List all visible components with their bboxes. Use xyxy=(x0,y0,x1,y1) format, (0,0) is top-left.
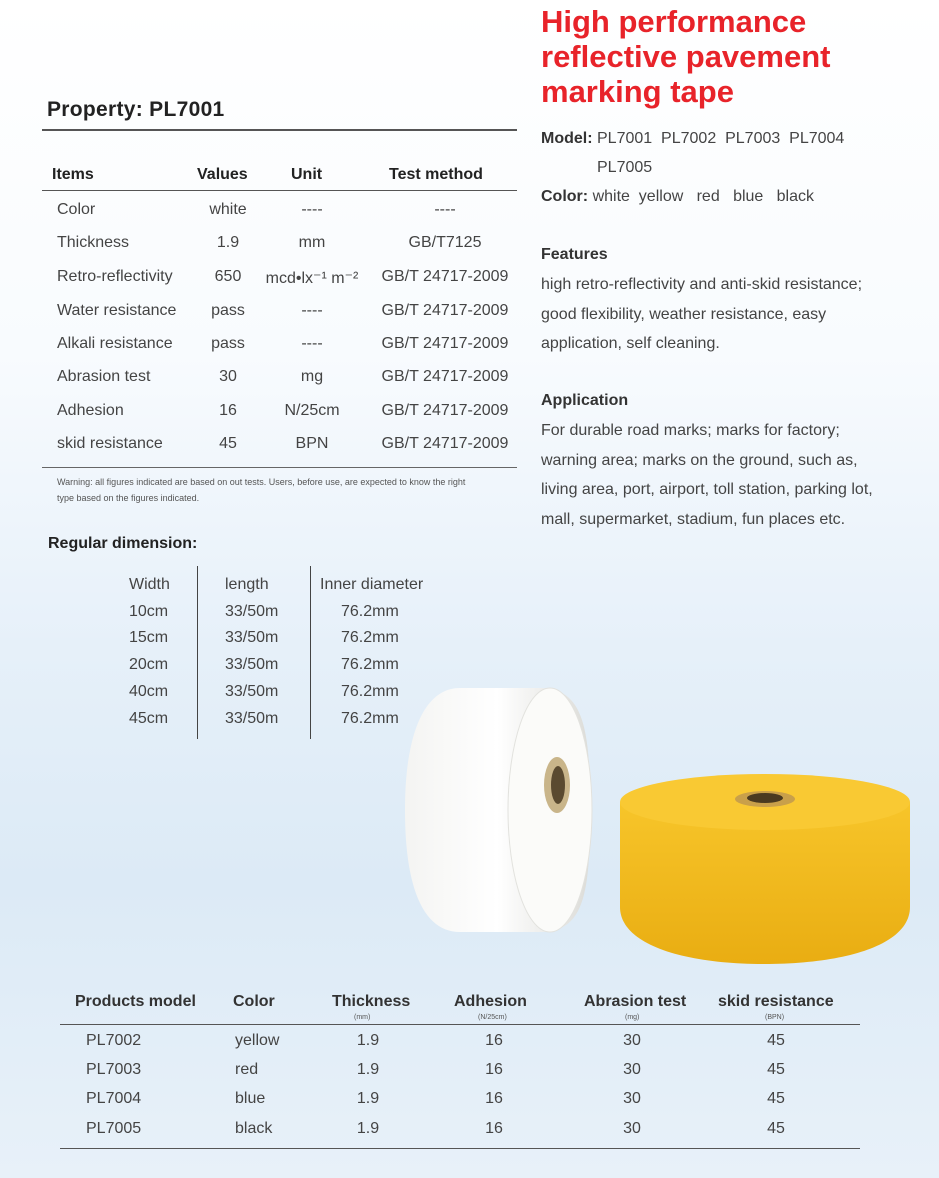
table-row xyxy=(0,302,520,336)
unit-cell: ---- xyxy=(301,201,323,218)
thickness-cell: 1.9 xyxy=(356,1032,380,1049)
diameter-cell: 76.2mm xyxy=(341,656,399,674)
model-list-continued: PL7005 xyxy=(597,159,653,176)
test-cell: GB/T 24717-2009 xyxy=(381,302,509,319)
unit-cell: N/25cm xyxy=(284,402,340,419)
color-cell: yellow xyxy=(235,1032,280,1049)
table-row xyxy=(0,1061,939,1090)
table-row xyxy=(0,268,520,302)
skid-cell: 45 xyxy=(767,1032,785,1049)
item-cell: Alkali resistance xyxy=(57,335,173,352)
divider xyxy=(42,190,517,191)
header-products-model: Products model xyxy=(75,993,196,1010)
divider xyxy=(60,1024,860,1025)
application-line: living area, port, airport, toll station, parking lot, xyxy=(541,481,873,498)
header-thickness: Thickness xyxy=(332,993,411,1010)
thickness-cell: 1.9 xyxy=(356,1061,380,1078)
width-cell: 15cm xyxy=(129,629,169,647)
model-cell: PL7003 xyxy=(86,1061,142,1078)
application-text xyxy=(541,416,931,534)
item-cell: Water resistance xyxy=(57,302,177,319)
length-cell: 33/50m xyxy=(225,709,279,727)
diameter-cell: 76.2mm xyxy=(341,709,399,727)
subheader-adhesion: (N/25cm) xyxy=(478,1014,507,1021)
item-cell: Color xyxy=(57,201,96,218)
model-cell: PL7004 xyxy=(86,1090,142,1107)
adhesion-cell: 16 xyxy=(485,1120,503,1137)
width-cell: 20cm xyxy=(129,656,169,674)
header-skid: skid resistance xyxy=(718,993,834,1010)
application-line: For durable road marks; marks for factory; xyxy=(541,422,840,439)
table-row xyxy=(0,1090,939,1119)
adhesion-cell: 16 xyxy=(485,1032,503,1049)
features-title: Features xyxy=(541,246,608,263)
model-label: Model: xyxy=(541,130,593,147)
test-cell: GB/T 24717-2009 xyxy=(381,268,509,285)
width-cell: Width xyxy=(129,576,170,593)
length-cell: 33/50m xyxy=(225,682,279,700)
header-color: Color xyxy=(233,993,275,1010)
header-values: Values xyxy=(197,166,248,183)
table-row xyxy=(0,368,520,402)
header-test-method: Test method xyxy=(389,166,483,183)
unit-cell: ---- xyxy=(301,302,323,319)
value-cell: pass xyxy=(211,302,245,319)
table-row xyxy=(0,335,520,369)
title-line-3: marking tape xyxy=(541,74,734,109)
length-cell: 33/50m xyxy=(225,602,279,620)
title-line-1: High performance xyxy=(541,4,807,39)
title-line-2: reflective pavement xyxy=(541,39,831,74)
header-abrasion: Abrasion test xyxy=(584,993,687,1010)
yellow-tape-roll-image xyxy=(612,772,917,968)
unit-cell: mm xyxy=(298,234,326,251)
value-cell: pass xyxy=(211,335,245,352)
dimension-title: Regular dimension: xyxy=(48,535,198,552)
divider xyxy=(60,1148,860,1149)
unit-cell: ---- xyxy=(301,335,323,352)
value-cell: 16 xyxy=(219,402,237,419)
unit-cell: mg xyxy=(300,368,324,385)
divider xyxy=(42,129,517,131)
thickness-cell: 1.9 xyxy=(356,1090,380,1107)
model-line xyxy=(541,130,844,148)
features-line: application, self cleaning. xyxy=(541,335,720,352)
table-row xyxy=(0,201,520,235)
header-items: Items xyxy=(52,166,94,183)
item-cell: Retro-reflectivity xyxy=(57,268,173,285)
width-cell: 10cm xyxy=(129,602,169,620)
divider xyxy=(310,566,311,739)
value-cell: 1.9 xyxy=(216,234,240,251)
model-cell: PL7005 xyxy=(86,1120,142,1137)
diameter-cell: 76.2mm xyxy=(341,682,399,700)
test-cell: GB/T 24717-2009 xyxy=(381,335,509,352)
white-tape-roll-image xyxy=(400,682,595,937)
length-cell: 33/50m xyxy=(225,629,279,647)
color-cell: black xyxy=(235,1120,273,1137)
color-list: white yellow red blue black xyxy=(592,188,814,205)
color-cell: blue xyxy=(235,1090,266,1107)
unit-cell: mcd•lx⁻¹ m⁻² xyxy=(265,270,359,287)
color-line xyxy=(541,188,814,206)
subheader-skid: (BPN) xyxy=(765,1014,785,1021)
skid-cell: 45 xyxy=(767,1061,785,1078)
diameter-cell: 76.2mm xyxy=(341,602,399,620)
warning-line-2: type based on the figures indicated. xyxy=(57,493,200,503)
length-column xyxy=(225,572,278,732)
subheader-abrasion: (mg) xyxy=(625,1014,640,1021)
item-cell: Thickness xyxy=(57,234,130,251)
length-cell: 33/50m xyxy=(225,656,279,674)
width-cell: 45cm xyxy=(129,709,169,727)
table-row xyxy=(0,1032,939,1061)
length-cell: length xyxy=(225,576,269,593)
diameter-cell: 76.2mm xyxy=(341,629,399,647)
features-line: high retro-reflectivity and anti-skid resistance; xyxy=(541,276,863,293)
divider xyxy=(42,467,517,468)
property-title: Property: PL7001 xyxy=(47,98,225,121)
header-unit: Unit xyxy=(291,166,323,183)
item-cell: skid resistance xyxy=(57,435,163,452)
adhesion-cell: 16 xyxy=(485,1061,503,1078)
warning-note xyxy=(57,474,517,506)
features-line: good flexibility, weather resistance, easy xyxy=(541,305,827,323)
table-row xyxy=(0,234,520,268)
value-cell: 650 xyxy=(214,268,242,285)
skid-cell: 45 xyxy=(767,1090,785,1107)
unit-cell: BPN xyxy=(295,435,329,452)
item-cell: Adhesion xyxy=(57,402,124,419)
table-row xyxy=(0,435,520,469)
diameter-cell: Inner diameter xyxy=(320,576,424,593)
divider xyxy=(197,566,198,739)
test-cell: GB/T 24717-2009 xyxy=(381,402,509,419)
width-cell: 40cm xyxy=(129,682,169,700)
header-adhesion: Adhesion xyxy=(454,993,527,1010)
color-cell: red xyxy=(235,1061,259,1078)
width-column xyxy=(129,572,170,732)
features-text xyxy=(541,270,931,359)
model-list: PL7001 PL7002 PL7003 PL7004 xyxy=(597,130,845,147)
value-cell: 45 xyxy=(219,435,237,452)
test-cell: GB/T 24717-2009 xyxy=(381,435,509,452)
subheader-thickness: (mm) xyxy=(354,1014,371,1021)
adhesion-cell: 16 xyxy=(485,1090,503,1107)
table-row xyxy=(0,1120,939,1149)
warning-line-1: Warning: all figures indicated are based on out tests. Users, before use, are expected to know the right xyxy=(57,477,466,487)
table-row xyxy=(0,402,520,436)
abrasion-cell: 30 xyxy=(623,1090,641,1107)
abrasion-cell: 30 xyxy=(623,1120,641,1137)
skid-cell: 45 xyxy=(767,1120,785,1137)
value-cell: white xyxy=(209,201,247,218)
color-label: Color: xyxy=(541,188,589,205)
application-line: warning area; marks on the ground, such as, xyxy=(541,451,858,469)
abrasion-cell: 30 xyxy=(623,1032,641,1049)
test-cell: GB/T7125 xyxy=(408,234,482,251)
test-cell: GB/T 24717-2009 xyxy=(381,368,509,385)
value-cell: 30 xyxy=(219,368,237,385)
model-cell: PL7002 xyxy=(86,1032,142,1049)
application-line: mall, supermarket, stadium, fun places etc. xyxy=(541,510,846,528)
test-cell: ---- xyxy=(434,201,456,218)
thickness-cell: 1.9 xyxy=(356,1120,380,1137)
item-cell: Abrasion test xyxy=(57,368,151,385)
page-title xyxy=(541,4,931,109)
application-title: Application xyxy=(541,392,629,409)
abrasion-cell: 30 xyxy=(623,1061,641,1078)
